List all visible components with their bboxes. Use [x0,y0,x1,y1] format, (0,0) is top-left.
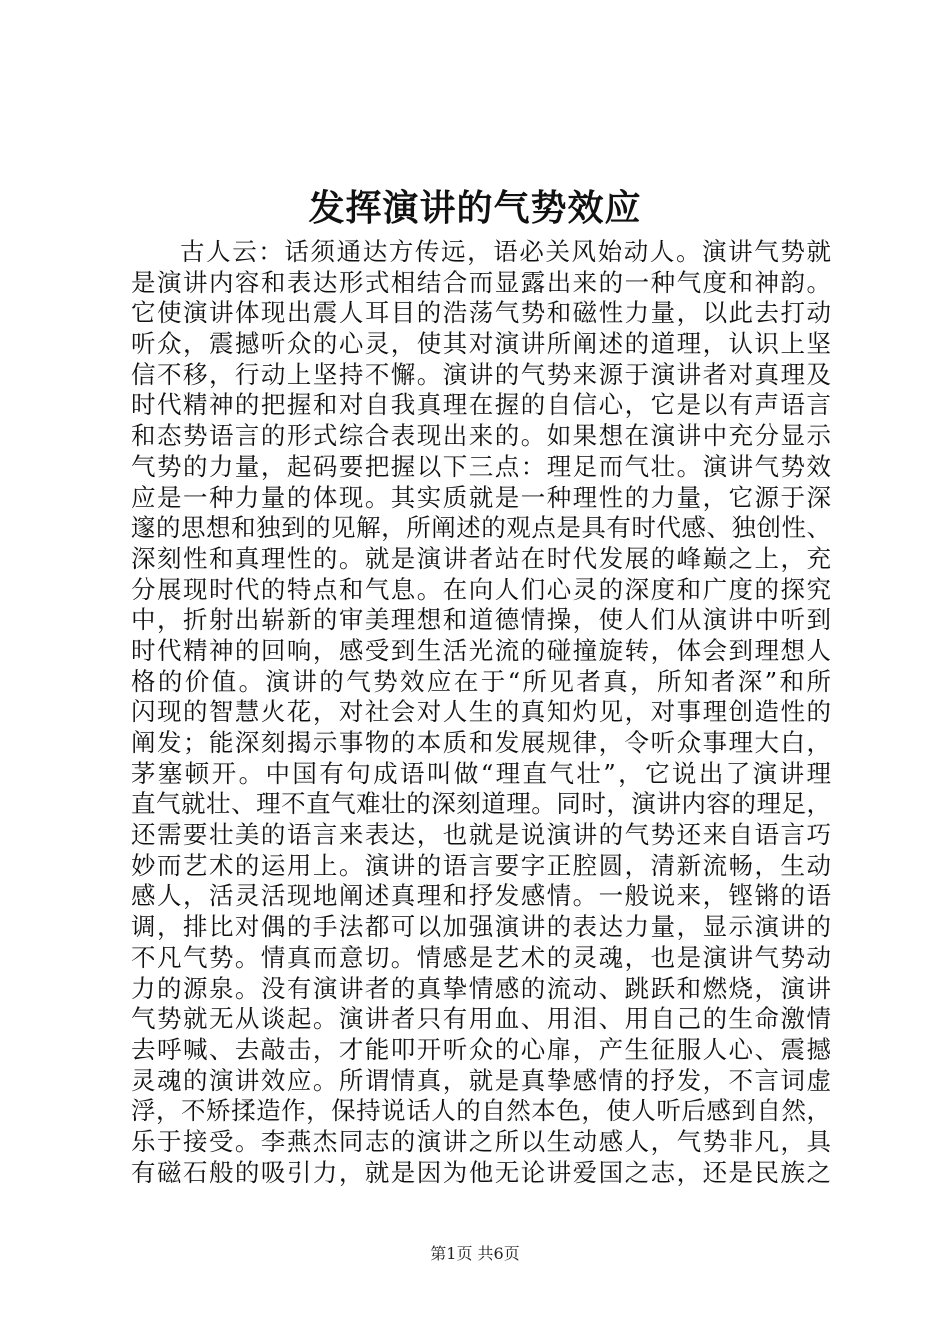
body-line: 妙而艺术的运用上。演讲的语言要字正腔圆，清新流畅，生动 [131,850,831,880]
body-line: 浮，不矫揉造作，保持说话人的自然本色，使人听后感到自然， [131,1096,831,1126]
body-line: 气势就无从谈起。演讲者只有用血、用泪、用自己的生命激情 [131,1004,831,1034]
body-line: 信不移，行动上坚持不懈。演讲的气势来源于演讲者对真理及 [131,359,831,389]
body-line: 应是一种力量的体现。其实质就是一种理性的力量，它源于深 [131,482,831,512]
body-line: 直气就壮、理不直气难壮的深刻道理。同时，演讲内容的理足， [131,789,831,819]
body-line: 闪现的智慧火花，对社会对人生的真知灼见，对事理创造性的 [131,697,831,727]
body-line: 它使演讲体现出震人耳目的浩荡气势和磁性力量，以此去打动 [131,298,831,328]
body-line: 是演讲内容和表达形式相结合而显露出来的一种气度和神韵。 [131,267,831,297]
body-line: 分展现时代的特点和气息。在向人们心灵的深度和广度的探究 [131,574,831,604]
body-line: 乐于接受。李燕杰同志的演讲之所以生动感人，气势非凡，具 [131,1126,831,1156]
body-line: 深刻性和真理性的。就是演讲者站在时代发展的峰巅之上，充 [131,543,831,573]
body-line: 邃的思想和独到的见解，所阐述的观点是具有时代感、独创性、 [131,513,831,543]
body-line: 力的源泉。没有演讲者的真挚情感的流动、跳跃和燃烧，演讲 [131,973,831,1003]
body-line: 感人，活灵活现地阐述真理和抒发感情。一般说来，铿锵的语 [131,881,831,911]
document-body [131,237,831,1188]
body-line: 阐发；能深刻揭示事物的本质和发展规律，令听众事理大白， [131,728,831,757]
body-line: 时代精神的回响，感受到生活光流的碰撞旋转，体会到理想人 [131,635,831,665]
body-line: 格的价值。演讲的气势效应在于“所见者真，所知者深”和所 [131,666,831,696]
page-footer: 第1页 共6页 [430,1244,520,1263]
document-title: 发挥演讲的气势效应 [308,187,642,229]
body-line: 调，排比对偶的手法都可以加强演讲的表达力量，显示演讲的 [131,912,831,942]
body-line: 和态势语言的形式综合表现出来的。如果想在演讲中充分显示 [131,421,831,451]
body-line: 时代精神的把握和对自我真理在握的自信心，它是以有声语言 [131,390,831,420]
body-line: 中，折射出崭新的审美理想和道德情操，使人们从演讲中听到 [131,605,831,635]
body-line: 有磁石般的吸引力，就是因为他无论讲爱国之志，还是民族之 [131,1157,831,1187]
body-line: 听众，震撼听众的心灵，使其对演讲所阐述的道理，认识上坚 [131,329,831,359]
body-line: 灵魂的演讲效应。所谓情真，就是真挚感情的抒发，不言词虚 [131,1065,831,1095]
body-line: 不凡气势。情真而意切。情感是艺术的灵魂，也是演讲气势动 [131,942,831,972]
body-line: 去呼喊、去敲击，才能叩开听众的心扉，产生征服人心、震撼 [131,1034,831,1064]
body-line: 还需要壮美的语言来表达，也就是说演讲的气势还来自语言巧 [131,820,831,850]
body-line: 古人云：话须通达方传远，语必关风始动人。演讲气势就 [180,237,831,266]
body-line: 气势的力量，起码要把握以下三点：理足而气壮。演讲气势效 [131,451,831,481]
body-line: 茅塞顿开。中国有句成语叫做“理直气壮”，它说出了演讲理 [131,758,831,788]
